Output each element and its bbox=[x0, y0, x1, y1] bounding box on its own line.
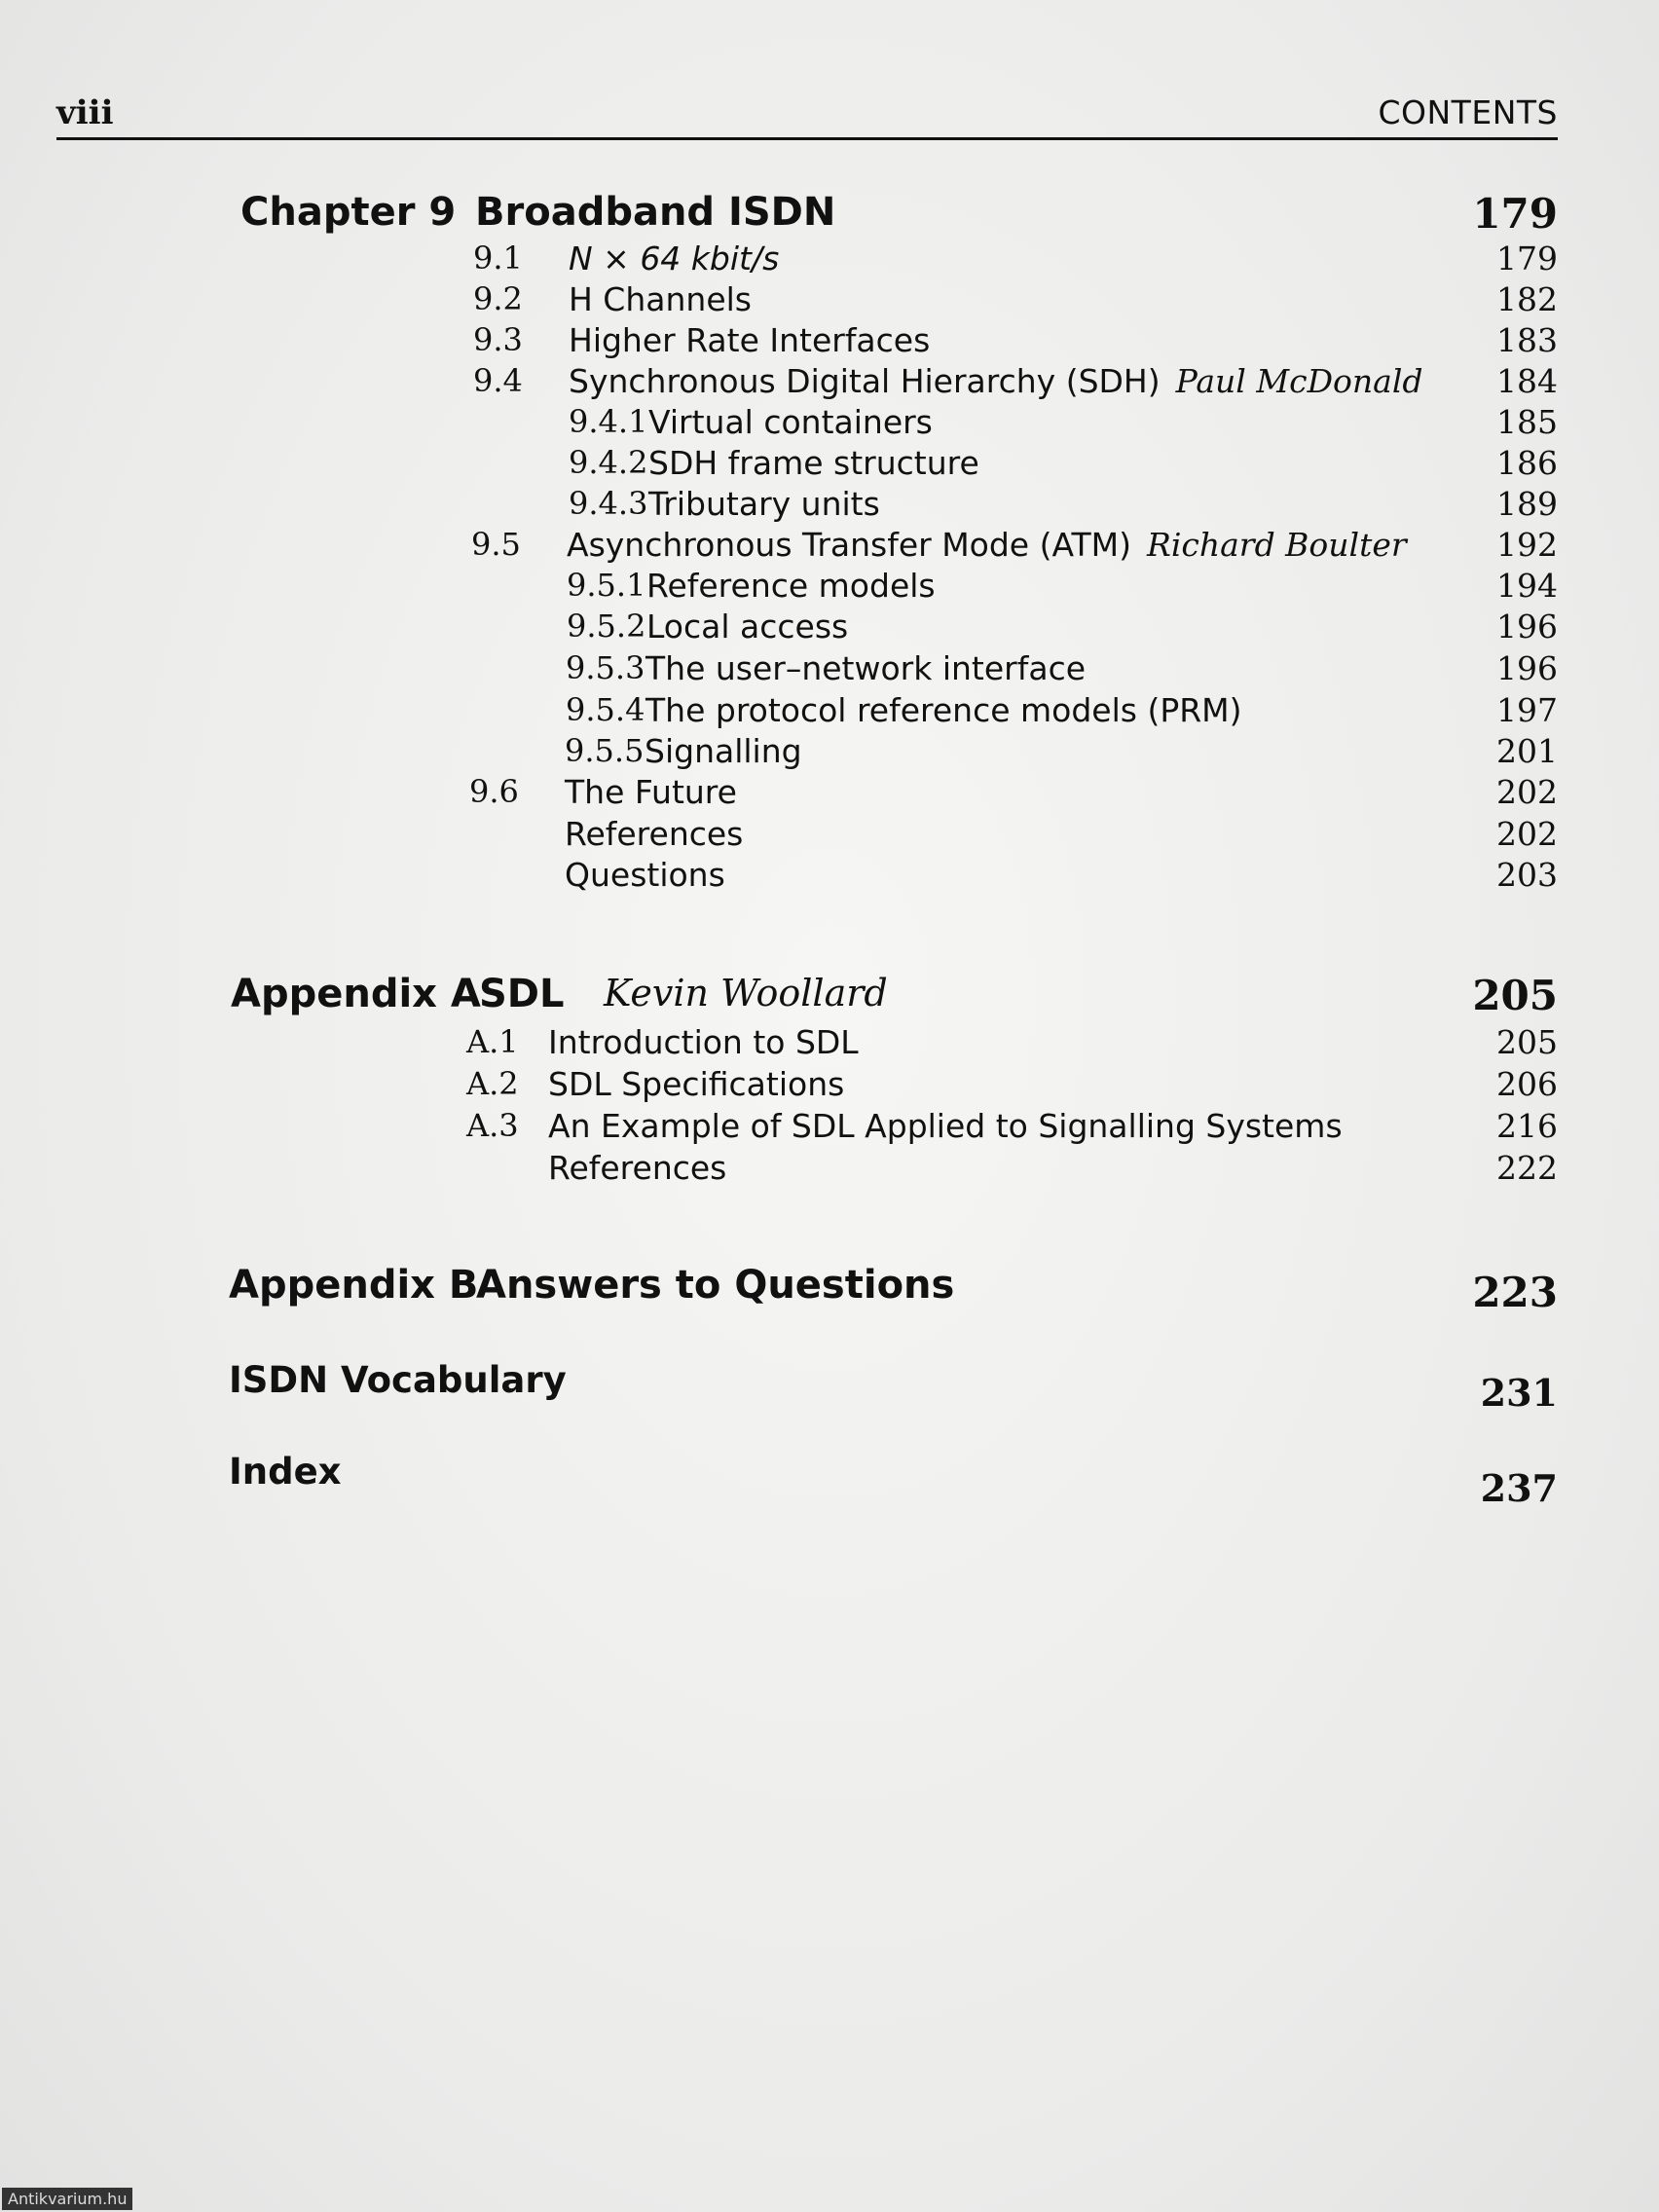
appendix-title: Answers to Questions bbox=[476, 1263, 955, 1308]
entry-page: 196 bbox=[1496, 608, 1558, 645]
entry-page: 182 bbox=[1496, 280, 1558, 318]
toc-entry bbox=[0, 608, 1659, 648]
entry-page: 197 bbox=[1496, 691, 1558, 729]
entry-title: SDL Specifications bbox=[548, 1065, 845, 1103]
entry-number: A.1 bbox=[466, 1023, 519, 1060]
toc-entry bbox=[0, 691, 1659, 732]
entry-number: 9.5.3 bbox=[566, 649, 645, 686]
toc-entry bbox=[0, 403, 1659, 444]
entry-page: 205 bbox=[1496, 1023, 1558, 1061]
header-rule bbox=[56, 137, 1558, 140]
entry-page: 194 bbox=[1496, 567, 1558, 605]
entry-page: 206 bbox=[1496, 1065, 1558, 1103]
entry-title bbox=[569, 362, 1423, 400]
appendix-a-heading bbox=[0, 972, 1659, 1019]
entry-title: References bbox=[548, 1149, 727, 1187]
chapter-label: Chapter 9 bbox=[240, 190, 457, 235]
entry-number: 9.1 bbox=[473, 240, 523, 276]
vocabulary-page: 231 bbox=[1480, 1371, 1558, 1415]
entry-title: Higher Rate Interfaces bbox=[569, 321, 931, 359]
toc-entry bbox=[0, 732, 1659, 773]
index-heading bbox=[0, 1451, 1659, 1510]
entry-title: Tributary units bbox=[648, 485, 880, 523]
entry-number: 9.5.4 bbox=[566, 691, 645, 728]
entry-page: 186 bbox=[1496, 444, 1558, 482]
entry-title: H Channels bbox=[569, 280, 752, 318]
toc-entry bbox=[0, 321, 1659, 362]
toc-entry bbox=[0, 649, 1659, 690]
entry-number: 9.2 bbox=[473, 280, 523, 317]
appendix-page: 223 bbox=[1472, 1269, 1558, 1316]
entry-page: 203 bbox=[1496, 856, 1558, 894]
entry-page: 202 bbox=[1496, 815, 1558, 853]
page-number: viii bbox=[56, 93, 114, 132]
entry-title: Reference models bbox=[646, 567, 936, 605]
toc-entry bbox=[0, 280, 1659, 321]
appendix-title: SDL bbox=[479, 972, 565, 1016]
appendix-label: Appendix A bbox=[231, 972, 481, 1016]
entry-title-text: N × 64 kbit/s bbox=[569, 240, 780, 277]
entry-title: The user–network interface bbox=[645, 649, 1087, 687]
toc-entry bbox=[0, 1107, 1659, 1148]
entry-page: 179 bbox=[1496, 240, 1558, 277]
entry-author: Paul McDonald bbox=[1175, 362, 1423, 400]
entry-page: 216 bbox=[1496, 1107, 1558, 1145]
toc-entry bbox=[0, 1149, 1659, 1190]
toc-entry bbox=[0, 567, 1659, 608]
entry-page: 201 bbox=[1496, 732, 1558, 770]
toc-entry bbox=[0, 856, 1659, 897]
entry-number: 9.4.2 bbox=[569, 444, 648, 481]
entry-page: 192 bbox=[1496, 526, 1558, 564]
entry-title: Virtual containers bbox=[648, 403, 933, 441]
toc-entry bbox=[0, 526, 1659, 567]
vocabulary-heading bbox=[0, 1359, 1659, 1415]
entry-page: 184 bbox=[1496, 362, 1558, 400]
toc-entry bbox=[0, 444, 1659, 485]
entry-number: 9.4 bbox=[473, 362, 523, 399]
chapter-page: 179 bbox=[1472, 190, 1558, 238]
entry-title: Introduction to SDL bbox=[548, 1023, 859, 1061]
entry-title bbox=[567, 526, 1407, 564]
toc-entry bbox=[0, 815, 1659, 856]
entry-title bbox=[569, 240, 779, 277]
toc-entry bbox=[0, 362, 1659, 403]
entry-number: 9.5.1 bbox=[567, 567, 646, 604]
chapter-9-heading bbox=[0, 190, 1659, 238]
entry-number: A.3 bbox=[466, 1107, 519, 1144]
entry-page: 222 bbox=[1496, 1149, 1558, 1187]
entry-title: SDH frame structure bbox=[648, 444, 979, 482]
appendix-label: Appendix B bbox=[229, 1263, 479, 1308]
toc-entry bbox=[0, 485, 1659, 526]
entry-number: 9.4.1 bbox=[569, 403, 648, 440]
entry-page: 183 bbox=[1496, 321, 1558, 359]
entry-title: References bbox=[565, 815, 744, 853]
entry-title: The protocol reference models (PRM) bbox=[645, 691, 1242, 729]
chapter-title: Broadband ISDN bbox=[475, 190, 836, 235]
entry-number: A.2 bbox=[466, 1065, 519, 1102]
index-title: Index bbox=[229, 1451, 342, 1493]
entry-number: 9.5.2 bbox=[567, 608, 646, 645]
entry-title: Signalling bbox=[645, 732, 802, 770]
entry-number: 9.6 bbox=[469, 773, 519, 810]
watermark: Antikvarium.hu bbox=[2, 2188, 132, 2210]
entry-title-text: Synchronous Digital Hierarchy (SDH) bbox=[569, 362, 1161, 400]
entry-page: 185 bbox=[1496, 403, 1558, 441]
entry-number: 9.3 bbox=[473, 321, 523, 358]
entry-page: 189 bbox=[1496, 485, 1558, 523]
toc-entry bbox=[0, 1023, 1659, 1064]
toc-entry bbox=[0, 773, 1659, 814]
entry-number: 9.4.3 bbox=[569, 485, 648, 522]
appendix-page: 205 bbox=[1472, 972, 1558, 1019]
index-page: 237 bbox=[1480, 1466, 1558, 1510]
toc-entry bbox=[0, 1065, 1659, 1106]
appendix-b-heading bbox=[0, 1263, 1659, 1316]
running-title: CONTENTS bbox=[1378, 93, 1558, 131]
entry-number: 9.5 bbox=[471, 526, 521, 563]
entry-title: The Future bbox=[565, 773, 737, 811]
entry-title-text: Asynchronous Transfer Mode (ATM) bbox=[567, 526, 1131, 564]
vocabulary-title: ISDN Vocabulary bbox=[229, 1359, 567, 1401]
entry-title: Questions bbox=[565, 856, 725, 894]
entry-title: An Example of SDL Applied to Signalling Systems bbox=[548, 1107, 1343, 1145]
entry-page: 196 bbox=[1496, 649, 1558, 687]
appendix-author: Kevin Woollard bbox=[604, 972, 888, 1014]
toc-entry bbox=[0, 240, 1659, 280]
entry-author: Richard Boulter bbox=[1146, 526, 1407, 564]
entry-title: Local access bbox=[646, 608, 849, 645]
entry-number: 9.5.5 bbox=[565, 732, 645, 769]
entry-page: 202 bbox=[1496, 773, 1558, 811]
